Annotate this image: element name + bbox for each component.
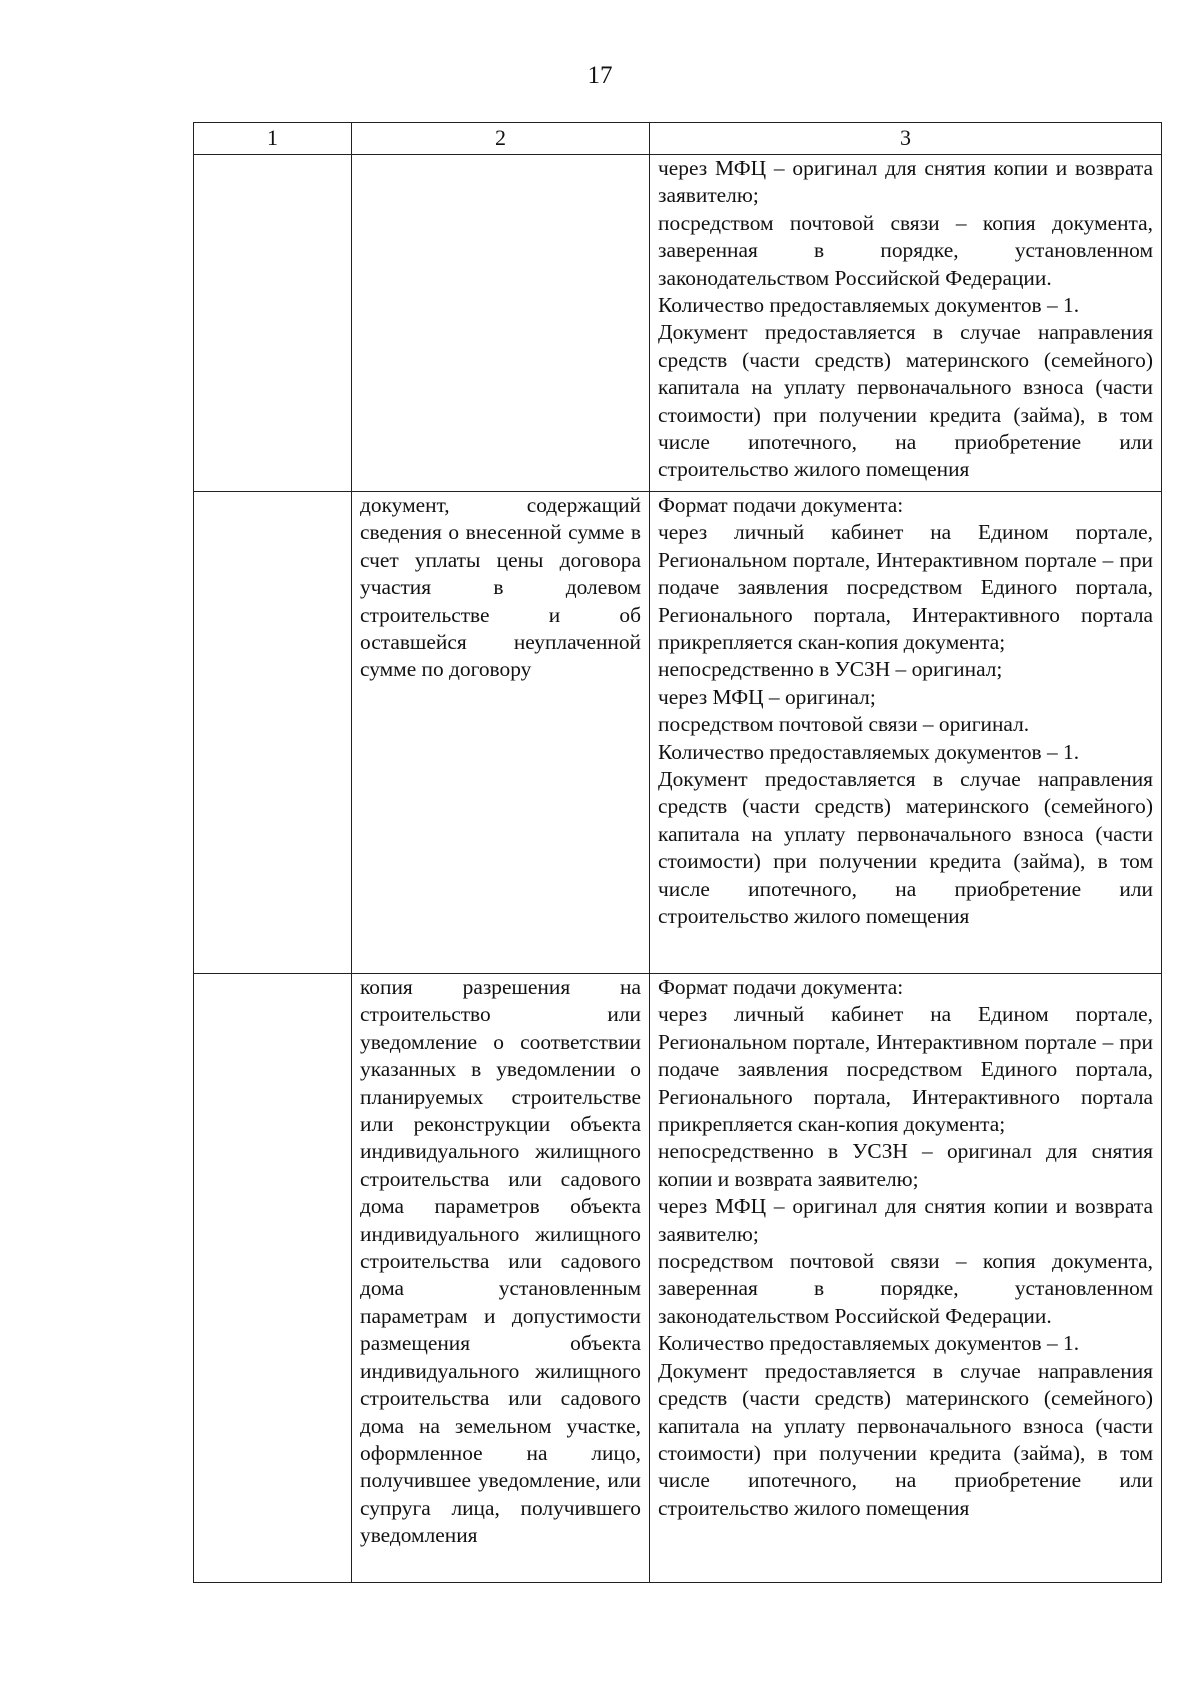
document-table [193,122,1162,1583]
row-3-para-4: через МФЦ – оригинал для снятия копии и возврата заявителю; [658,1194,1153,1246]
row-1-para-1: через МФЦ – оригинал для снятия копии и возврата заявителю; [658,156,1153,208]
row-3-para-2: через личный кабинет на Едином портале, Региональном портале, Интерактивном портале – при подаче заявления посредством Единого портала, Регионального портала, Интерактивного портала прикрепляется скан-копия документа; [658,1002,1153,1137]
row-2-para-3: непосредственно в УСЗН – оригинал; [658,657,1003,682]
header-col-3: 3 [650,123,1162,155]
table-row [194,155,1162,492]
row-2-para-2: через личный кабинет на Едином портале, Региональном портале, Интерактивном портале – при подаче заявления посредством Единого портала, Регионального портала, Интерактивного портала прикрепляется скан-копия документа; [658,520,1153,655]
header-col-1: 1 [194,123,352,155]
table-row [194,974,1162,1583]
row-2-col-1 [194,492,352,974]
row-2-para-7: Документ предоставляется в случае направления средств (части средств) материнского (семейного) капитала на уплату первоначального взноса (части стоимости) при получении кредита (займа), в том числе ипотечного, на приобретение или строительство жилого помещения [658,767,1153,929]
row-1-col-2 [352,155,650,492]
row-1-col-3 [650,155,1162,492]
row-3-col-1 [194,974,352,1583]
row-2-para-6: Количество предоставляемых документов – 1. [658,739,1080,764]
table-row [194,492,1162,974]
row-1-col-1 [194,155,352,492]
row-2-para-5: посредством почтовой связи – оригинал. [658,712,1030,737]
row-3-col-3 [650,974,1162,1583]
row-3-para-5: посредством почтовой связи – копия документа, заверенная в порядке, установленном законодательством Российской Федерации. [658,1249,1153,1328]
row-1-para-2: посредством почтовой связи – копия документа, заверенная в порядке, установленном законодательством Российской Федерации. [658,210,1153,290]
row-2-para-4: через МФЦ – оригинал; [658,684,876,709]
row-1-para-4: Документ предоставляется в случае направления средств (части средств) материнского (семейного) капитала на уплату первоначального взноса (части стоимости) при получении кредита (займа), в том числе ипотечного, на приобретение или строительство жилого помещения [658,320,1153,482]
header-col-2: 2 [352,123,650,155]
row-3-para-3: непосредственно в УСЗН – оригинал для снятия копии и возврата заявителю; [658,1139,1153,1191]
row-1-para-3: Количество предоставляемых документов – 1. [658,293,1080,318]
row-2-col-2: документ, содержащий сведения о внесенной сумме в счет уплаты цены договора участия в долевом строительстве и об оставшейся неуплаченной сумме по договору [352,492,650,974]
row-3-para-1: Формат подачи документа: [658,975,904,999]
page-number: 17 [587,62,613,89]
row-3-col-2: копия разрешения на строительство или уведомление о соответствии указанных в уведомлении о планируемых строительстве или реконструкции объекта индивидуального жилищного строительства или садового дома параметров объекта индивидуального жилищного строительства или садового дома установленным параметрам и допустимости размещения объекта индивидуального жилищного строительства или садового дома на земельном участке, оформленное на лицо, получившее уведомление, или супруга лица, получившего уведомления [352,974,650,1583]
row-2-col-3 [650,492,1162,974]
row-3-para-7: Документ предоставляется в случае направления средств (части средств) материнского (семейного) капитала на уплату первоначального взноса (части стоимости) при получении кредита (займа), в том числе ипотечного, на приобретение или строительство жилого помещения [658,1358,1153,1520]
table-header-row [194,123,1162,155]
row-2-para-1: Формат подачи документа: [658,493,904,517]
row-3-para-6: Количество предоставляемых документов – 1. [658,1331,1080,1356]
